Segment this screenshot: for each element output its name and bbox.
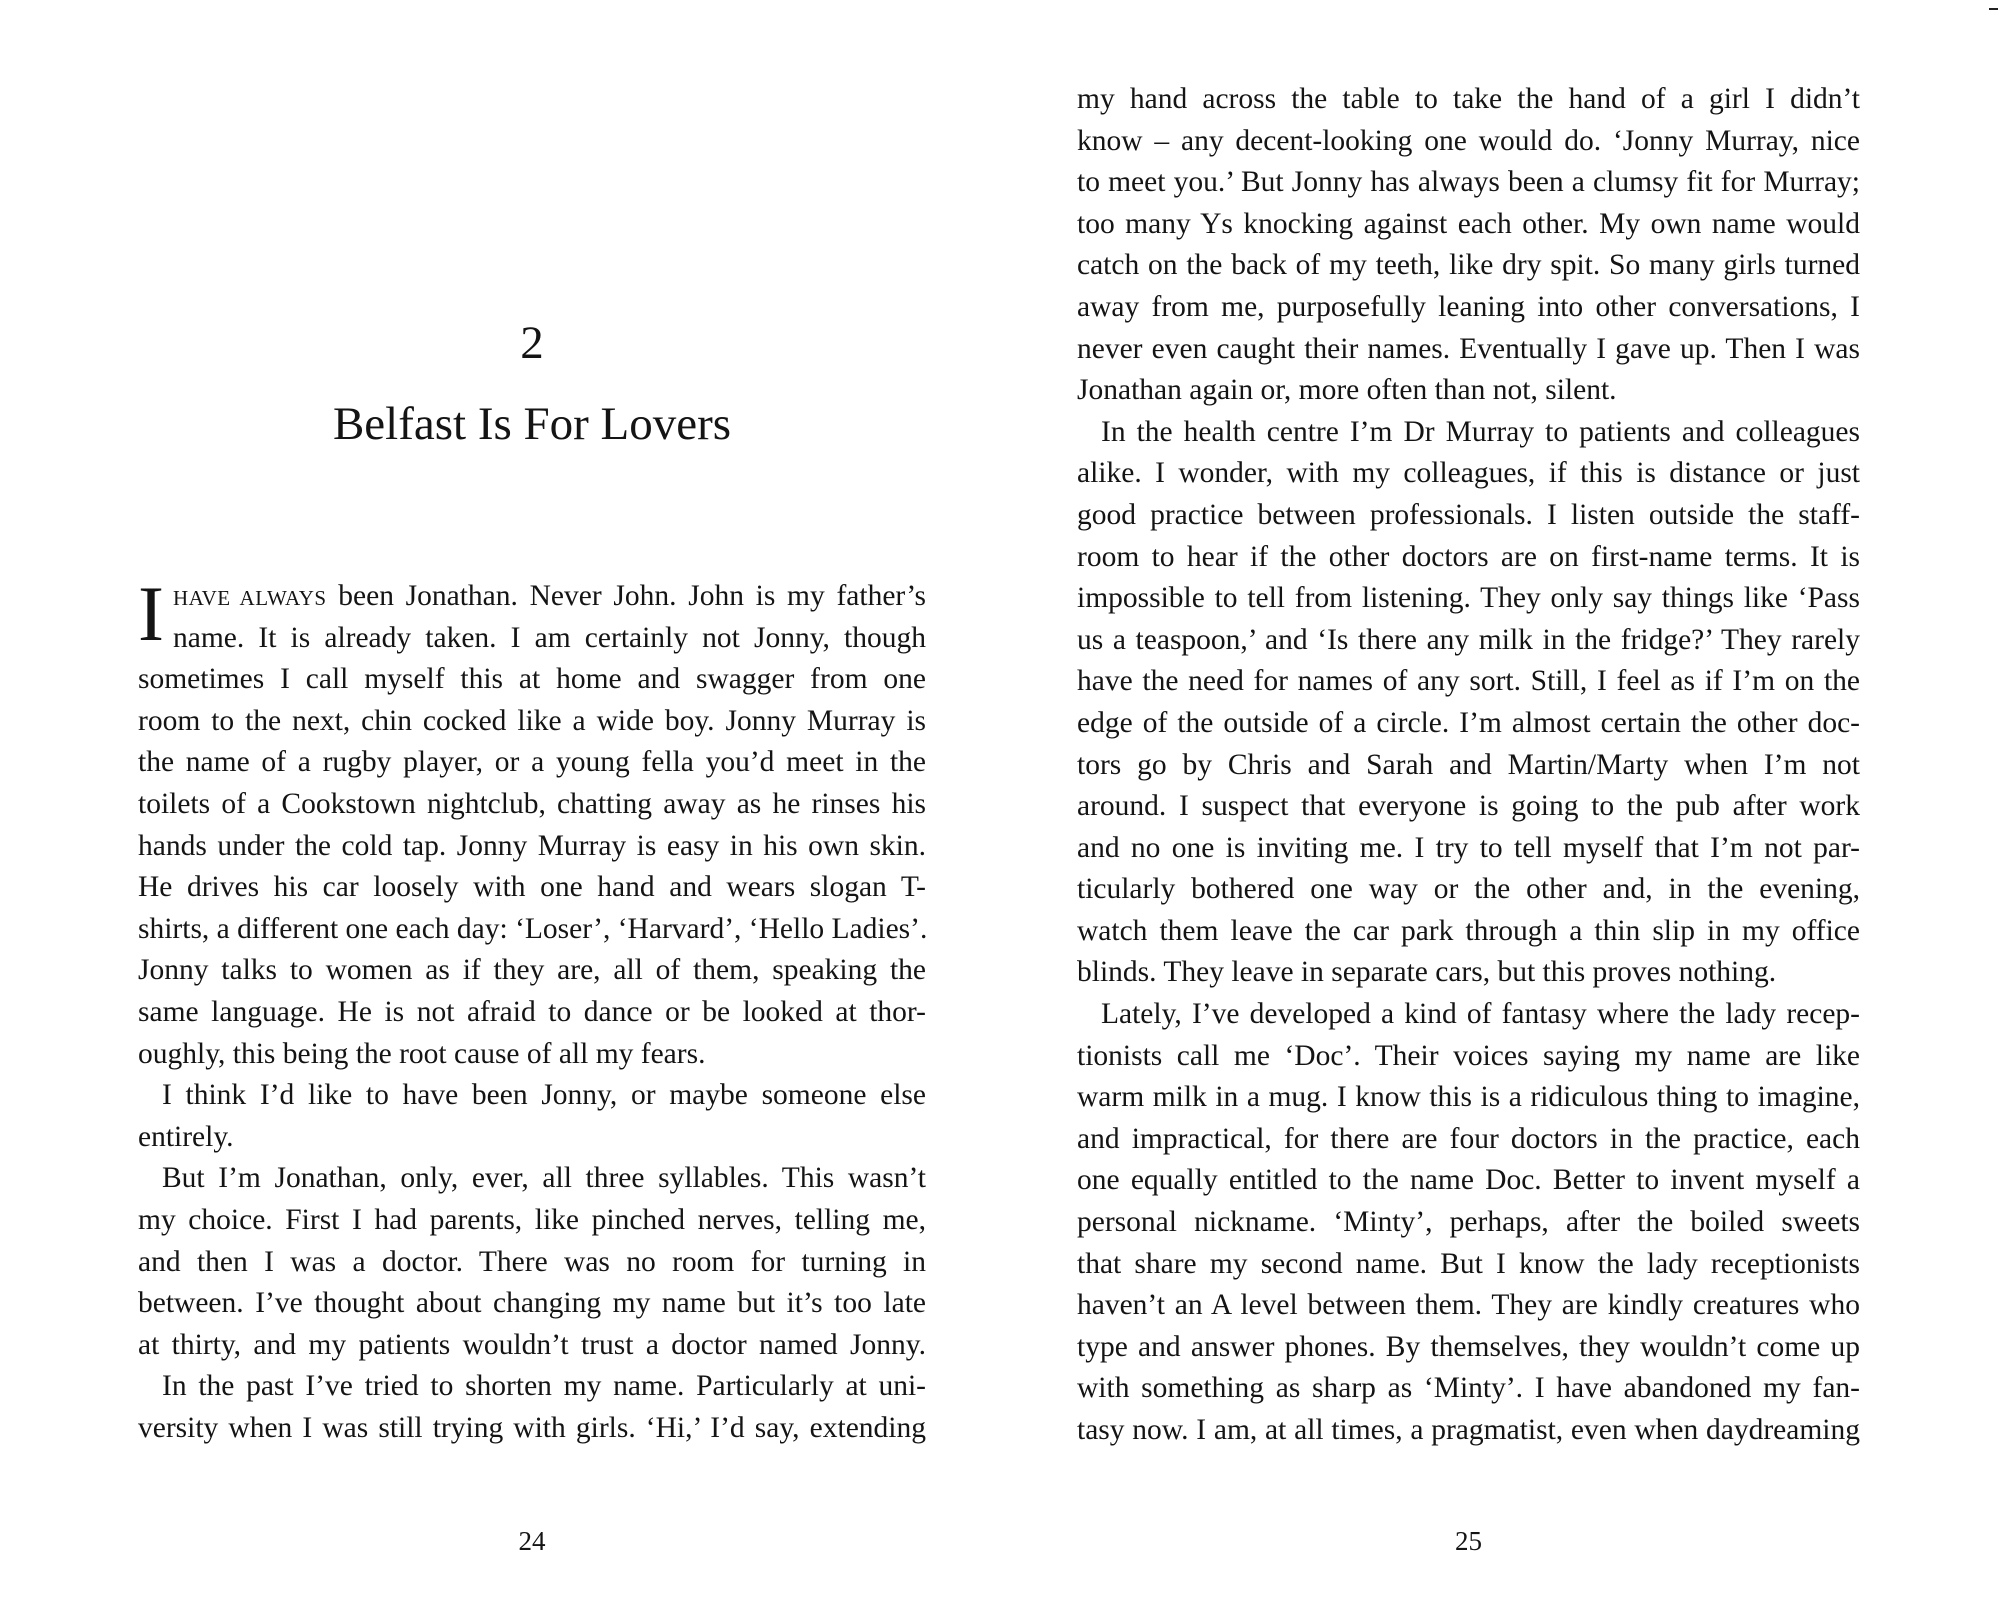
text-line: away from me, purposefully leaning into other conversations, I xyxy=(1077,290,1860,323)
text-line: between. I’ve thought about changing my name but it’s too late xyxy=(138,1287,926,1320)
text-line: and then I was a doctor. There was no room for turning in xyxy=(138,1245,926,1278)
text-line: In the health centre I’m Dr Murray to patients and colleagues xyxy=(1101,415,1860,448)
text-line: around. I suspect that everyone is going to the pub after work xyxy=(1077,790,1860,823)
text-line: good practice between professionals. I listen outside the staff- xyxy=(1077,498,1860,531)
text-line: my hand across the table to take the hand of a girl I didn’t xyxy=(1077,83,1860,115)
text-line: never even caught their names. Eventually I gave up. Then I was xyxy=(1077,332,1860,365)
text-line: at thirty, and my patients wouldn’t trust a doctor named Jonny. xyxy=(138,1328,926,1361)
right-body-text xyxy=(1077,79,1860,1452)
chapter-title: Belfast Is For Lovers xyxy=(332,398,732,450)
page-number: 24 xyxy=(518,1526,546,1556)
text-line: the name of a rugby player, or a young fella you’d meet in the xyxy=(138,746,926,779)
page-number: 25 xyxy=(1455,1526,1482,1556)
text-line: In the past I’ve tried to shorten my name. Particularly at uni- xyxy=(162,1370,926,1403)
text-line: He drives his car loosely with one hand and wears slogan T- xyxy=(138,871,926,904)
text-line: sometimes I call myself this at home and swagger from one xyxy=(138,663,926,696)
text-line: know – any decent-looking one would do. ‘Jonny Murray, nice xyxy=(1077,124,1860,157)
text-line: Jonny talks to women as if they are, all of them, speaking the xyxy=(138,954,926,987)
text-line: toilets of a Cookstown nightclub, chatting away as he rinses his xyxy=(138,787,926,820)
text-line: to meet you.’ But Jonny has always been a clumsy fit for Murray; xyxy=(1077,166,1860,199)
text-line: I think I’d like to have been Jonny, or maybe someone else xyxy=(162,1079,926,1112)
text-line: with something as sharp as ‘Minty’. I have abandoned my fan- xyxy=(1077,1372,1860,1405)
small-caps-opening: HAVE ALWAYS xyxy=(172,586,327,610)
text-line: edge of the outside of a circle. I’m almost certain the other doc- xyxy=(1077,706,1860,739)
left-page xyxy=(138,0,926,1621)
text-line: and impractical, for there are four doctors in the practice, each xyxy=(1077,1122,1860,1155)
text-line: type and answer phones. By themselves, they wouldn’t come up xyxy=(1077,1330,1860,1363)
text-line: tionists call me ‘Doc’. Their voices saying my name are like xyxy=(1077,1039,1860,1072)
text-line: Lately, I’ve developed a kind of fantasy where the lady recep- xyxy=(1101,998,1860,1031)
text-line: tasy now. I am, at all times, a pragmatist, even when daydreaming xyxy=(1077,1414,1860,1446)
text-line: Jonathan again or, more often than not, silent. xyxy=(1077,374,1617,407)
text-line: alike. I wonder, with my colleagues, if this is distance or just xyxy=(1077,457,1860,490)
text-line: hands under the cold tap. Jonny Murray is easy in his own skin. xyxy=(138,829,926,862)
text-line: room to hear if the other doctors are on first-name terms. It is xyxy=(1077,540,1860,573)
right-page xyxy=(1077,0,1860,1621)
scan-mark xyxy=(1989,8,1998,10)
text-line: have the need for names of any sort. Still, I feel as if I’m on the xyxy=(1077,665,1860,698)
text-line: that share my second name. But I know the lady receptionists xyxy=(1077,1247,1860,1280)
text-line: tors go by Chris and Sarah and Martin/Marty when I’m not xyxy=(1077,748,1860,781)
text-line: blinds. They leave in separate cars, but this proves nothing. xyxy=(1077,956,1777,989)
text-line: shirts, a different one each day: ‘Loser’, ‘Harvard’, ‘Hello Ladies’. xyxy=(138,912,928,945)
text-line: haven’t an A level between them. They are kindly creatures who xyxy=(1077,1289,1860,1322)
text-line: ticularly bothered one way or the other and, in the evening, xyxy=(1077,873,1860,906)
text-line: versity when I was still trying with girls. ‘Hi,’ I’d say, extending xyxy=(138,1411,926,1444)
text-line: oughly, this being the root cause of all my fears. xyxy=(138,1037,706,1070)
text-line: too many Ys knocking against each other. My own name would xyxy=(1077,207,1860,240)
drop-cap: I xyxy=(138,570,164,657)
text-line: us a teaspoon,’ and ‘Is there any milk in the fridge?’ They rarely xyxy=(1077,623,1860,656)
text-line: same language. He is not afraid to dance or be looked at thor- xyxy=(138,995,926,1028)
text-line: name. It is already taken. I am certainly not Jonny, though xyxy=(172,621,926,654)
text-line: entirely. xyxy=(138,1120,234,1153)
text-line: HAVE ALWAYS been Jonathan. Never John. John is my father’s xyxy=(172,580,927,612)
text-line: But I’m Jonathan, only, ever, all three syllables. This wasn’t xyxy=(162,1162,926,1195)
text-line: my choice. First I had parents, like pinched nerves, telling me, xyxy=(138,1203,926,1236)
text-line: and no one is inviting me. I try to tell myself that I’m not par- xyxy=(1077,831,1860,864)
text-line: watch them leave the car park through a thin slip in my office xyxy=(1077,914,1860,947)
text-line: impossible to tell from listening. They only say things like ‘Pass xyxy=(1077,582,1860,615)
text-line: room to the next, chin cocked like a wide boy. Jonny Murray is xyxy=(138,704,926,737)
text-line: personal nickname. ‘Minty’, perhaps, after the boiled sweets xyxy=(1077,1206,1860,1239)
text-line: catch on the back of my teeth, like dry spit. So many girls turned xyxy=(1077,249,1860,282)
left-body-text xyxy=(138,570,928,1449)
text-line: one equally entitled to the name Doc. Better to invent myself a xyxy=(1077,1164,1860,1197)
text-line: warm milk in a mug. I know this is a ridiculous thing to imagine, xyxy=(1077,1081,1860,1114)
chapter-number: 2 xyxy=(520,317,544,369)
